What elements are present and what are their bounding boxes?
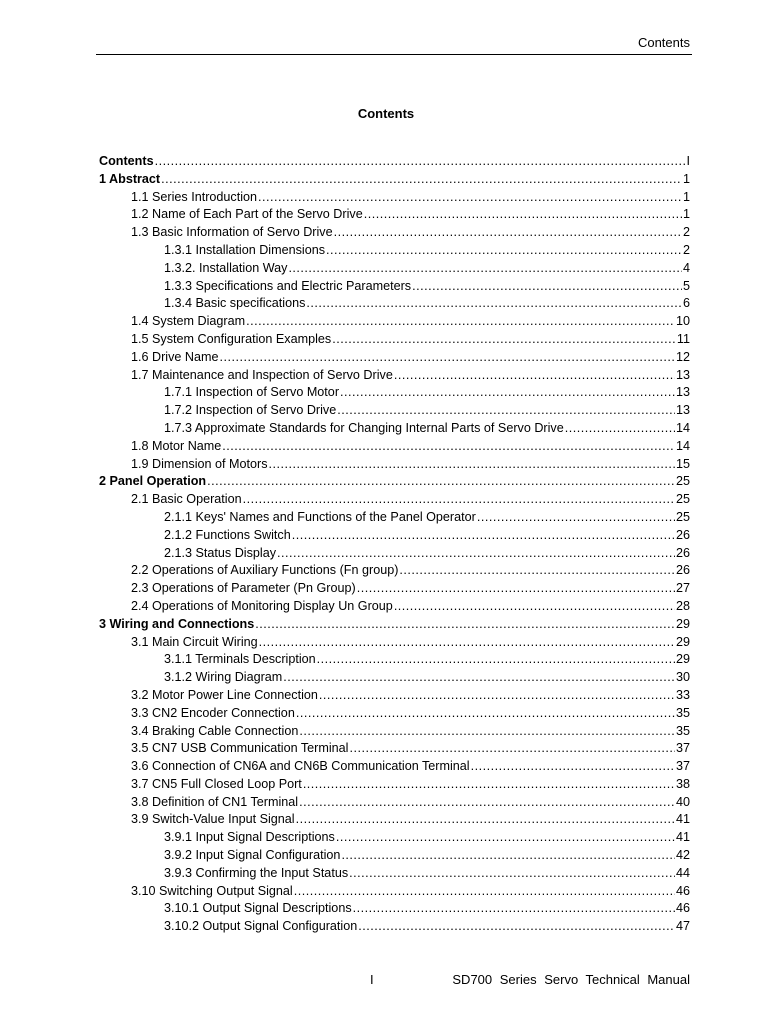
- toc-leader-dots: [269, 456, 675, 474]
- toc-entry-title: 1.3.1 Installation Dimensions: [164, 242, 326, 257]
- toc-leader-dots: [222, 438, 675, 456]
- toc-entry-title: 3.9.3 Confirming the Input Status: [164, 865, 349, 880]
- toc-entry-title: 3.7 CN5 Full Closed Loop Port: [131, 776, 302, 791]
- toc-heading: Contents: [357, 106, 415, 121]
- toc-leader-dots: [161, 171, 682, 189]
- toc-entry-title: 3.6 Connection of CN6A and CN6B Communication Terminal: [131, 759, 470, 774]
- toc-leader-dots: [303, 776, 675, 794]
- toc-entry-page: 2: [682, 242, 690, 257]
- toc-entry[interactable]: [99, 313, 690, 331]
- toc-entry[interactable]: [99, 811, 690, 829]
- running-footer: [96, 972, 692, 990]
- toc-entry-title: 2.1.3 Status Display: [164, 545, 277, 560]
- toc-entry-title: Contents: [99, 154, 154, 168]
- toc-leader-dots: [353, 900, 675, 918]
- toc-entry-page: 33: [675, 687, 690, 702]
- toc-entry[interactable]: [99, 153, 690, 171]
- toc-entry-page: I: [686, 154, 690, 168]
- toc-entry[interactable]: [99, 883, 690, 901]
- toc-entry-title: 1.1 Series Introduction: [131, 189, 258, 204]
- toc-entry-title: 1.2 Name of Each Part of the Servo Drive: [131, 207, 363, 222]
- toc-entry-page: 4: [682, 260, 690, 275]
- toc-leader-dots: [364, 206, 682, 224]
- toc-entry-page: 14: [675, 438, 690, 453]
- toc-entry-page: 30: [675, 670, 690, 685]
- toc-entry-title: 1 Abstract: [99, 171, 161, 186]
- toc-entry-title: 2.2 Operations of Auxiliary Functions (Fn group): [131, 563, 399, 578]
- toc-entry-page: 29: [675, 634, 690, 649]
- toc-leader-dots: [155, 153, 686, 171]
- toc-entry[interactable]: [99, 295, 690, 313]
- toc-entry-title: 1.7.1 Inspection of Servo Motor: [164, 385, 340, 400]
- toc-entry[interactable]: [99, 331, 690, 349]
- toc-entry-page: 25: [675, 509, 690, 524]
- toc-entry-title: 3.5 CN7 USB Communication Terminal: [131, 741, 349, 756]
- toc-entry-page: 6: [682, 296, 690, 311]
- toc-entry-title: 2 Panel Operation: [99, 474, 207, 489]
- toc-entry-page: 29: [675, 652, 690, 667]
- toc-entry[interactable]: [99, 758, 690, 776]
- toc-entry-page: 27: [675, 581, 690, 596]
- toc-leader-dots: [243, 491, 675, 509]
- toc-entry-page: 25: [675, 474, 690, 489]
- toc-entry-page: 40: [675, 794, 690, 809]
- toc-leader-dots: [326, 242, 682, 260]
- toc-entry[interactable]: [99, 776, 690, 794]
- toc-entry[interactable]: [99, 473, 690, 491]
- toc-entry[interactable]: [99, 705, 690, 723]
- toc-entry-title: 3.4 Braking Cable Connection: [131, 723, 299, 738]
- toc-entry-title: 3.3 CN2 Encoder Connection: [131, 705, 295, 720]
- toc-entry[interactable]: [99, 278, 690, 296]
- toc-entry-page: 35: [675, 723, 690, 738]
- toc-entry-title: 3.9.2 Input Signal Configuration: [164, 848, 341, 863]
- toc-entry[interactable]: [99, 723, 690, 741]
- table-of-contents: [99, 153, 690, 936]
- toc-leader-dots: [337, 402, 675, 420]
- toc-entry-page: 26: [675, 527, 690, 542]
- toc-entry-page: 46: [675, 883, 690, 898]
- toc-entry[interactable]: [99, 669, 690, 687]
- toc-entry-page: 47: [675, 919, 690, 934]
- toc-entry-title: 2.1 Basic Operation: [131, 492, 242, 507]
- toc-leader-dots: [296, 705, 675, 723]
- toc-entry-page: 29: [675, 616, 690, 631]
- toc-entry[interactable]: [99, 865, 690, 883]
- toc-leader-dots: [334, 224, 682, 242]
- running-header-text: Contents: [637, 35, 690, 50]
- toc-entry-title: 3.10.1 Output Signal Descriptions: [164, 901, 352, 916]
- toc-entry[interactable]: [99, 900, 690, 918]
- toc-entry-title: 1.3 Basic Information of Servo Drive: [131, 225, 333, 240]
- toc-leader-dots: [332, 331, 676, 349]
- toc-entry-title: 1.7 Maintenance and Inspection of Servo Drive: [131, 367, 393, 382]
- toc-entry-title: 3 Wiring and Connections: [99, 616, 255, 631]
- toc-entry[interactable]: [99, 438, 690, 456]
- toc-entry-title: 1.6 Drive Name: [131, 349, 219, 364]
- footer-page-number: I: [370, 972, 374, 987]
- toc-entry[interactable]: [99, 562, 690, 580]
- toc-leader-dots: [258, 189, 682, 207]
- toc-entry-title: 1.8 Motor Name: [131, 438, 222, 453]
- toc-entry[interactable]: [99, 580, 690, 598]
- toc-entry[interactable]: [99, 402, 690, 420]
- toc-entry-title: 3.1.2 Wiring Diagram: [164, 670, 283, 685]
- toc-entry[interactable]: [99, 242, 690, 260]
- toc-entry-page: 42: [675, 848, 690, 863]
- toc-leader-dots: [471, 758, 675, 776]
- toc-entry-page: 5: [682, 278, 690, 293]
- toc-leader-dots: [207, 473, 675, 491]
- toc-entry-page: 1: [682, 207, 690, 222]
- toc-entry[interactable]: [99, 189, 690, 207]
- toc-entry[interactable]: [99, 509, 690, 527]
- toc-entry-page: 28: [675, 598, 690, 613]
- toc-entry-title: 2.1.1 Keys' Names and Functions of the Panel Operator: [164, 509, 476, 524]
- toc-entry[interactable]: [99, 420, 690, 438]
- toc-leader-dots: [283, 669, 675, 687]
- toc-leader-dots: [477, 509, 675, 527]
- toc-entry-title: 3.9 Switch-Value Input Signal: [131, 812, 295, 827]
- toc-leader-dots: [299, 723, 675, 741]
- toc-leader-dots: [358, 918, 675, 936]
- toc-entry-title: 2.4 Operations of Monitoring Display Un Group: [131, 598, 393, 613]
- toc-entry[interactable]: [99, 794, 690, 812]
- footer-title: SD700 Series Servo Technical Manual: [452, 972, 690, 987]
- toc-leader-dots: [296, 811, 675, 829]
- toc-entry-title: 1.4 System Diagram: [131, 314, 246, 329]
- toc-entry-page: 13: [675, 367, 690, 382]
- toc-entry-page: 11: [676, 331, 690, 346]
- toc-leader-dots: [299, 794, 675, 812]
- toc-entry-page: 38: [675, 776, 690, 791]
- toc-entry[interactable]: [99, 598, 690, 616]
- toc-leader-dots: [357, 580, 675, 598]
- toc-entry-title: 3.1 Main Circuit Wiring: [131, 634, 258, 649]
- toc-entry[interactable]: [99, 918, 690, 936]
- toc-leader-dots: [394, 598, 675, 616]
- toc-entry[interactable]: [99, 206, 690, 224]
- toc-entry[interactable]: [99, 687, 690, 705]
- toc-entry-page: 41: [675, 812, 690, 827]
- toc-leader-dots: [292, 527, 675, 545]
- toc-entry-page: 12: [675, 349, 690, 364]
- toc-leader-dots: [394, 367, 675, 385]
- toc-leader-dots: [412, 278, 682, 296]
- toc-leader-dots: [246, 313, 675, 331]
- toc-leader-dots: [277, 545, 675, 563]
- toc-leader-dots: [399, 562, 675, 580]
- toc-entry-page: 1: [682, 171, 690, 186]
- toc-entry-page: 25: [675, 492, 690, 507]
- toc-entry-title: 1.7.2 Inspection of Servo Drive: [164, 403, 337, 418]
- toc-entry-title: 3.8 Definition of CN1 Terminal: [131, 794, 299, 809]
- toc-leader-dots: [317, 651, 675, 669]
- toc-entry[interactable]: [99, 171, 690, 189]
- toc-leader-dots: [349, 740, 675, 758]
- toc-leader-dots: [349, 865, 675, 883]
- toc-entry-title: 2.1.2 Functions Switch: [164, 527, 291, 542]
- toc-entry[interactable]: [99, 384, 690, 402]
- toc-entry-title: 1.7.3 Approximate Standards for Changing Internal Parts of Servo Drive: [164, 420, 564, 435]
- toc-leader-dots: [220, 349, 675, 367]
- toc-entry-page: 13: [675, 403, 690, 418]
- toc-entry-title: 3.10.2 Output Signal Configuration: [164, 919, 358, 934]
- toc-entry-page: 15: [675, 456, 690, 471]
- toc-entry-title: 1.9 Dimension of Motors: [131, 456, 268, 471]
- toc-leader-dots: [255, 616, 675, 634]
- toc-entry[interactable]: [99, 224, 690, 242]
- running-header: [96, 34, 692, 55]
- toc-entry-page: 35: [675, 705, 690, 720]
- toc-entry-page: 2: [682, 225, 690, 240]
- toc-entry[interactable]: [99, 260, 690, 278]
- toc-entry-page: 10: [675, 314, 690, 329]
- toc-entry[interactable]: [99, 527, 690, 545]
- toc-entry-page: 41: [675, 830, 690, 845]
- toc-entry[interactable]: [99, 367, 690, 385]
- toc-leader-dots: [259, 634, 675, 652]
- toc-leader-dots: [341, 847, 675, 865]
- toc-leader-dots: [306, 295, 682, 313]
- toc-leader-dots: [340, 384, 675, 402]
- toc-leader-dots: [294, 883, 675, 901]
- toc-leader-dots: [319, 687, 675, 705]
- toc-entry-page: 46: [675, 901, 690, 916]
- toc-leader-dots: [336, 829, 675, 847]
- toc-entry-page: 26: [675, 563, 690, 578]
- toc-entry-title: 2.3 Operations of Parameter (Pn Group): [131, 581, 356, 596]
- toc-entry-title: 1.3.3 Specifications and Electric Parameters: [164, 278, 412, 293]
- toc-entry-title: 1.5 System Configuration Examples: [131, 331, 332, 346]
- toc-entry[interactable]: [99, 349, 690, 367]
- toc-entry[interactable]: [99, 491, 690, 509]
- toc-entry-page: 1: [682, 189, 690, 204]
- toc-entry-title: 1.3.4 Basic specifications: [164, 296, 306, 311]
- toc-entry[interactable]: [99, 829, 690, 847]
- toc-leader-dots: [565, 420, 675, 438]
- toc-leader-dots: [288, 260, 682, 278]
- toc-entry-title: 3.2 Motor Power Line Connection: [131, 687, 318, 702]
- toc-entry-title: 3.10 Switching Output Signal: [131, 883, 293, 898]
- toc-entry-page: 37: [675, 759, 690, 774]
- toc-entry-page: 26: [675, 545, 690, 560]
- toc-entry[interactable]: [99, 456, 690, 474]
- toc-entry-page: 14: [675, 420, 690, 435]
- toc-entry[interactable]: [99, 847, 690, 865]
- toc-entry[interactable]: [99, 616, 690, 634]
- toc-entry[interactable]: [99, 634, 690, 652]
- toc-entry-title: 1.3.2. Installation Way: [164, 260, 288, 275]
- toc-entry-page: 44: [675, 865, 690, 880]
- toc-entry-title: 3.1.1 Terminals Description: [164, 652, 316, 667]
- toc-entry-title: 3.9.1 Input Signal Descriptions: [164, 830, 335, 845]
- toc-entry[interactable]: [99, 740, 690, 758]
- toc-entry[interactable]: [99, 545, 690, 563]
- toc-entry-page: 13: [675, 385, 690, 400]
- toc-entry-page: 37: [675, 741, 690, 756]
- toc-entry[interactable]: [99, 651, 690, 669]
